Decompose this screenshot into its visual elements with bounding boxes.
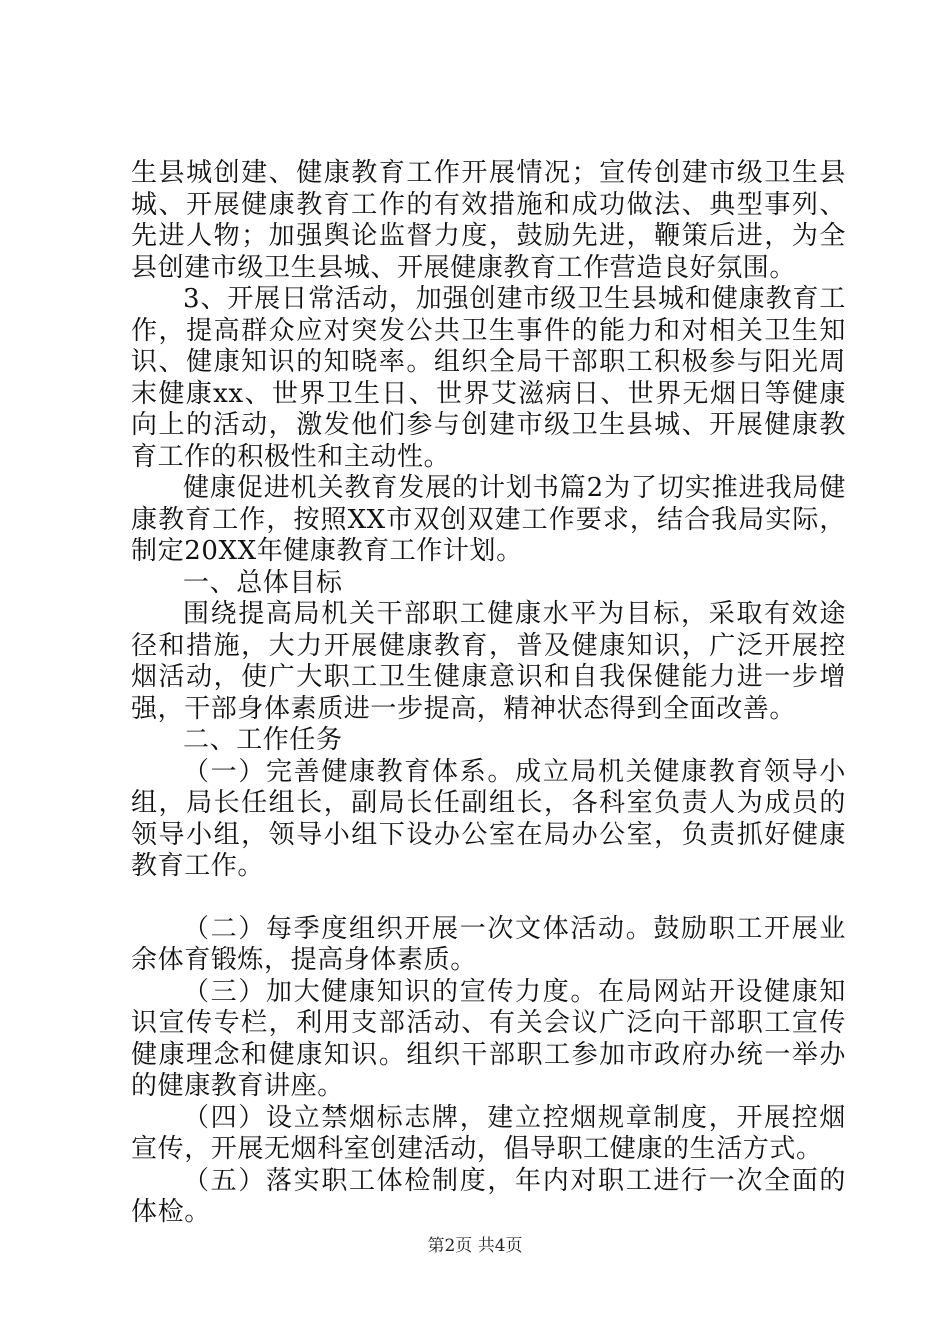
paragraph-daily-activities: 3、开展日常活动，加强创建市级卫生县城和健康教育工作，提高群众应对突发公共卫生事件的能力和对相关卫生知识、健康知识的知晓率。组织全局干部职工积极参与阳光周末健康xx、世界卫生日、世界艾滋病日、世界无烟日等健康向上的活动，激发他们参与创建市级卫生县城、开展健康教育工作的积极性和主动性。	[131, 284, 846, 472]
paragraph-spacer	[131, 883, 846, 914]
paragraph-continuation: 生县城创建、健康教育工作开展情况；宣传创建市级卫生县城、开展健康教育工作的有效措施和成功做法、典型事列、先进人物；加强舆论监督力度，鼓励先进，鞭策后进，为全县创建市级卫生县城、开展健康教育工作营造良好氛围。	[131, 158, 846, 283]
paragraph-plan-intro: 健康促进机关教育发展的计划书篇2为了切实推进我局健康教育工作，按照XX市双创双建工作要求，结合我局实际，制定20XX年健康教育工作计划。	[131, 473, 846, 566]
document-body	[131, 158, 846, 1229]
paragraph-task-5: （五）落实职工体检制度，年内对职工进行一次全面的体检。	[131, 1165, 846, 1227]
paragraph-task-2: （二）每季度组织开展一次文体活动。鼓励职工开展业余体育锻炼，提高身体素质。	[131, 913, 846, 975]
paragraph-overall-goal: 围绕提高局机关干部职工健康水平为目标，采取有效途径和措施，大力开展健康教育，普及健康知识，广泛开展控烟活动，使广大职工卫生健康意识和自我保健能力进一步增强，干部身体素质进一步提高，精神状态得到全面改善。	[131, 599, 846, 724]
paragraph-task-4: （四）设立禁烟标志牌，建立控烟规章制度，开展控烟宣传，开展无烟科室创建活动，倡导职工健康的生活方式。	[131, 1102, 846, 1164]
paragraph-task-1: （一）完善健康教育体系。成立局机关健康教育领导小组，局长任组长，副局长任副组长，各科室负责人为成员的领导小组，领导小组下设办公室在局办公室，负责抓好健康教育工作。	[131, 756, 846, 881]
section-heading-tasks: 二、工作任务	[183, 725, 343, 755]
page-number-footer: 第2页 共4页	[427, 1236, 523, 1256]
section-heading-overall-goal: 一、总体目标	[183, 567, 343, 598]
paragraph-task-3: （三）加大健康知识的宣传力度。在局网站开设健康知识宣传专栏，利用支部活动、有关会议广泛向干部职工宣传健康理念和健康知识。组织干部职工参加市政府办统一举办的健康教育讲座。	[131, 976, 846, 1101]
